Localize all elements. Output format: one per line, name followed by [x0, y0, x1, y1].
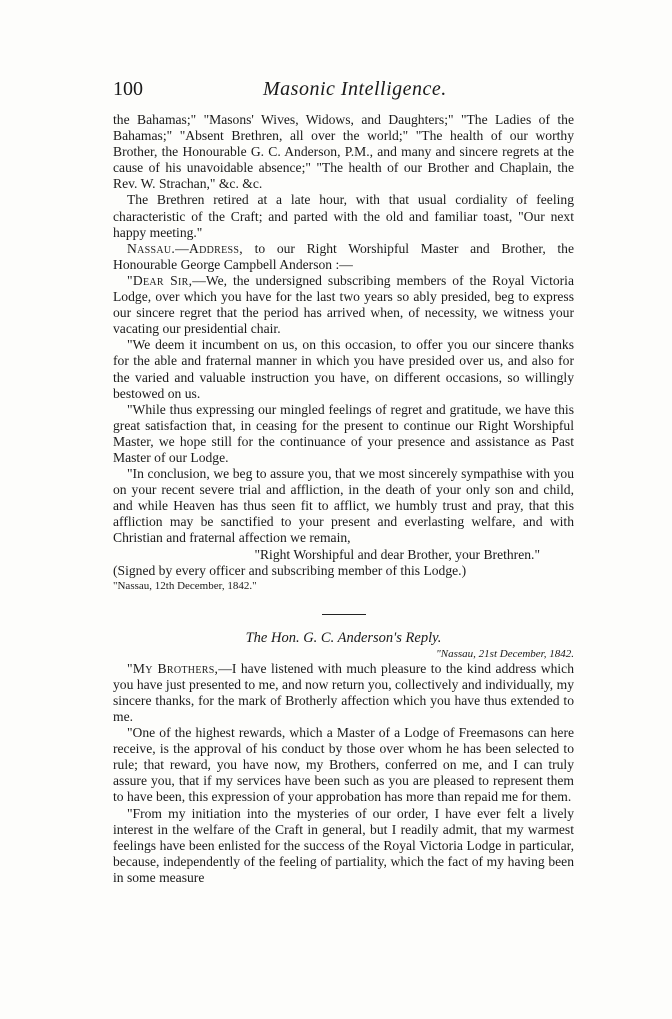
reply-title: The Hon. G. C. Anderson's Reply. [245, 629, 442, 646]
paragraph-address-intro [113, 241, 574, 273]
address-dateline: "Nassau, 12th December, 1842." [113, 579, 257, 592]
signature-line: (Signed by every officer and subscribing member of this Lodge.) [113, 562, 467, 578]
paragraph-regret: "While thus expressing our mingled feelings of regret and gratitude, we have this great satisfaction that, in ceasing for the present to continue our Right Worshipful Master, we hope still for the continuance of your presence and assistance as Past Master of our Lodge. [113, 401, 574, 465]
reply-salutation: "My Brothers, [127, 660, 219, 676]
address-intro-text: to our Right Worshipful Master and Brother, the Honourable George Campbell Anderson :— [113, 240, 574, 272]
paragraph-sympathy: "In conclusion, we beg to assure you, that we most sincerely sympathise with you on your recent severe trial and affliction, in the death of your only son and child, and while Heaven has thus seen fit to afflict, we humbly trust and pray, that this affliction may be sanctified to your present and everlasting welfare, and with Christian and fraternal affection we remain, [113, 466, 574, 546]
paragraph-thanks: "We deem it incumbent on us, on this occasion, to offer you our sincere thanks for the able and fraternal manner in which you have presided over us, and also for the varied and valuable instruction you have, on different occasions, so willingly bestowed on us. [113, 337, 574, 401]
address-lead: Nassau.—Address, [127, 240, 243, 256]
address-closing: "Right Worshipful and dear Brother, your Brethren." [254, 546, 540, 562]
page-number: 100 [113, 78, 143, 100]
paragraph-brethren-retired: The Brethren retired at a late hour, with that usual cordiality of feeling characteristic of the Craft; and parted with the old and familiar toast, "Our next happy meeting." [113, 192, 574, 240]
paragraph-reply-opening [113, 661, 574, 725]
reply-dateline: "Nassau, 21st December, 1842. [436, 647, 574, 660]
running-title: Masonic Intelligence. [263, 78, 447, 100]
paragraph-dear-sir [113, 273, 574, 337]
section-divider [322, 614, 366, 615]
page-header [113, 78, 573, 104]
body-text [113, 112, 574, 886]
salutation: "Dear Sir, [127, 272, 193, 288]
paragraph-toasts: the Bahamas;" "Masons' Wives, Widows, and Daughters;" "The Ladies of the Bahamas;" "Absent Brethren, all over the world;" "The health of our worthy Brother, the Honourable G. C. Anderson, P.M., and many and sincere regrets at the cause of his unavoidable absence;" "The health of our Brother and Chaplain, the Rev. W. Strachan," &c. &c. [113, 112, 574, 192]
paragraph-rewards: "One of the highest rewards, which a Master of a Lodge of Freemasons can here receive, is the approval of his conduct by those over whom he has been selected to rule; that reward, you have now, my Brothers, conferred on me, and I can truly assure you, that if my services have been such as you are pleased to represent them to have been, this expression of your approbation has more than repaid me for them. [113, 725, 574, 805]
dear-sir-text: —We, the undersigned subscribing members of the Royal Victoria Lodge, over which you have for the last two years so ably presided, beg to express our sincere regret that the period has arrived when, of necessity, we witness your vacating our presidential chair. [113, 272, 574, 337]
reply-opening-text: —I have listened with much pleasure to the kind address which you have just presented to me, and now return you, collectively and individually, my sincere thanks, for the mark of Brotherly affection which you have thus extended to me. [113, 660, 575, 724]
paragraph-initiation: "From my initiation into the mysteries of our order, I have ever felt a lively interest in the welfare of the Craft in general, but I readily admit, that my warmest feelings have been enlisted for the success of the Royal Victoria Lodge in particular, because, independently of the feeling of partiality, which the fact of my having been in some measure [113, 805, 574, 885]
